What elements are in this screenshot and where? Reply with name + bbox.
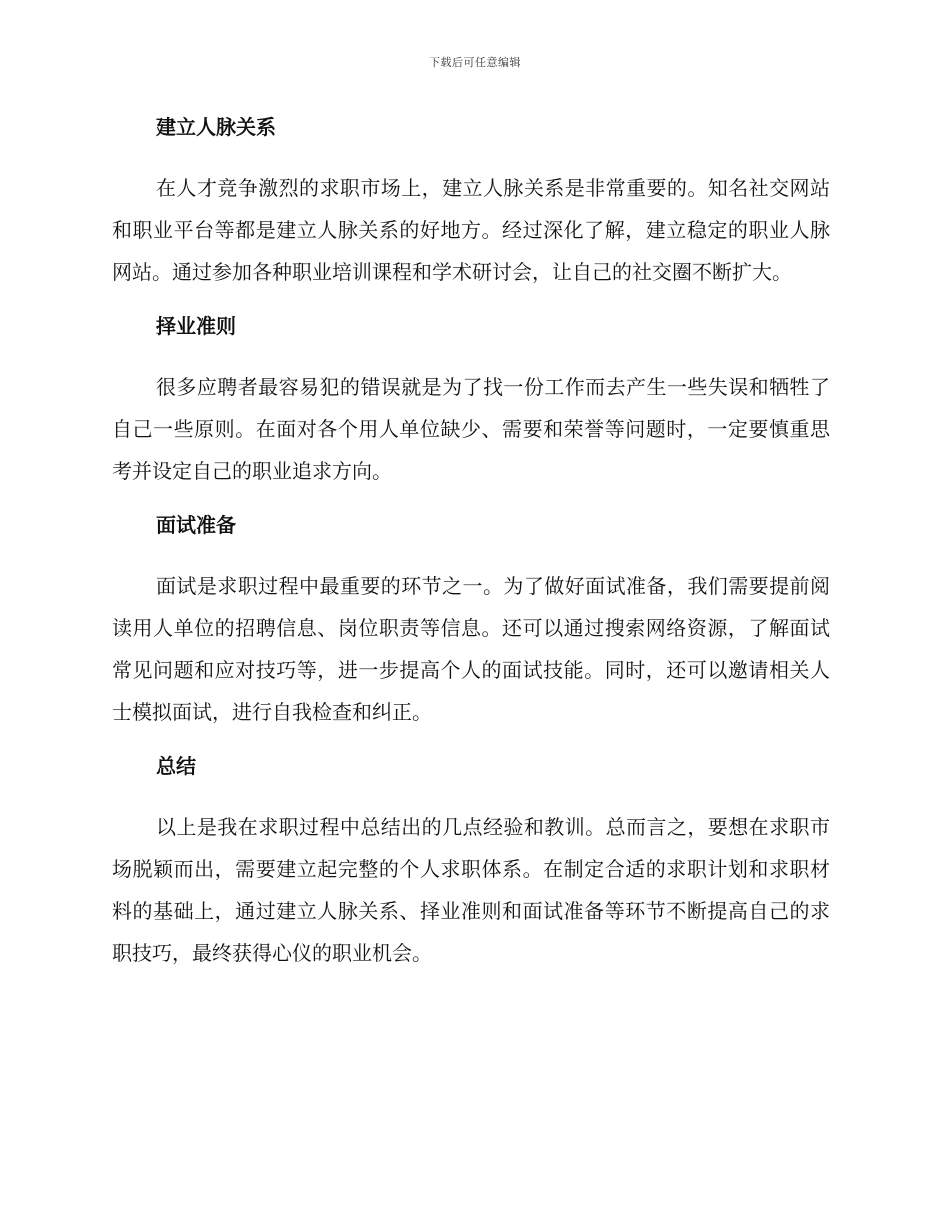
section-paragraph-interview-prep: 面试是求职过程中最重要的环节之一。为了做好面试准备，我们需要提前阅读用人单位的招聘信息、岗位职责等信息。还可以通过搜索网络资源，了解面试常见问题和应对技巧等，进一步提高个人的面试技能。同时，还可以邀请相关人士模拟面试，进行自我检查和纠正。 xyxy=(112,574,830,724)
header-note: 下载后可任意编辑 xyxy=(429,56,521,69)
section-paragraph-career-principles: 很多应聘者最容易犯的错误就是为了找一份工作而去产生一些失误和牺牲了自己一些原则。在面对各个用人单位缺少、需要和荣誉等问题时，一定要慎重思考并设定自己的职业追求方向。 xyxy=(112,375,830,483)
section-paragraph-summary: 以上是我在求职过程中总结出的几点经验和教训。总而言之，要想在求职市场脱颖而出，需要建立起完整的个人求职体系。在制定合适的求职计划和求职材料的基础上，通过建立人脉关系、择业准则和面试准备等环节不断提高自己的求职技巧，最终获得心仪的职业机会。 xyxy=(112,815,830,965)
document-content xyxy=(112,112,830,974)
section-paragraph-networking: 在人才竞争激烈的求职市场上，建立人脉关系是非常重要的。知名社交网站和职业平台等都是建立人脉关系的好地方。经过深化了解，建立稳定的职业人脉网站。通过参加各种职业培训课程和学术研讨会，让自己的社交圈不断扩大。 xyxy=(112,176,830,284)
section-heading-networking: 建立人脉关系 xyxy=(156,115,276,139)
section-heading-summary: 总结 xyxy=(156,754,196,778)
section-heading-interview-prep: 面试准备 xyxy=(156,513,236,537)
section-heading-career-principles: 择业准则 xyxy=(156,314,236,338)
